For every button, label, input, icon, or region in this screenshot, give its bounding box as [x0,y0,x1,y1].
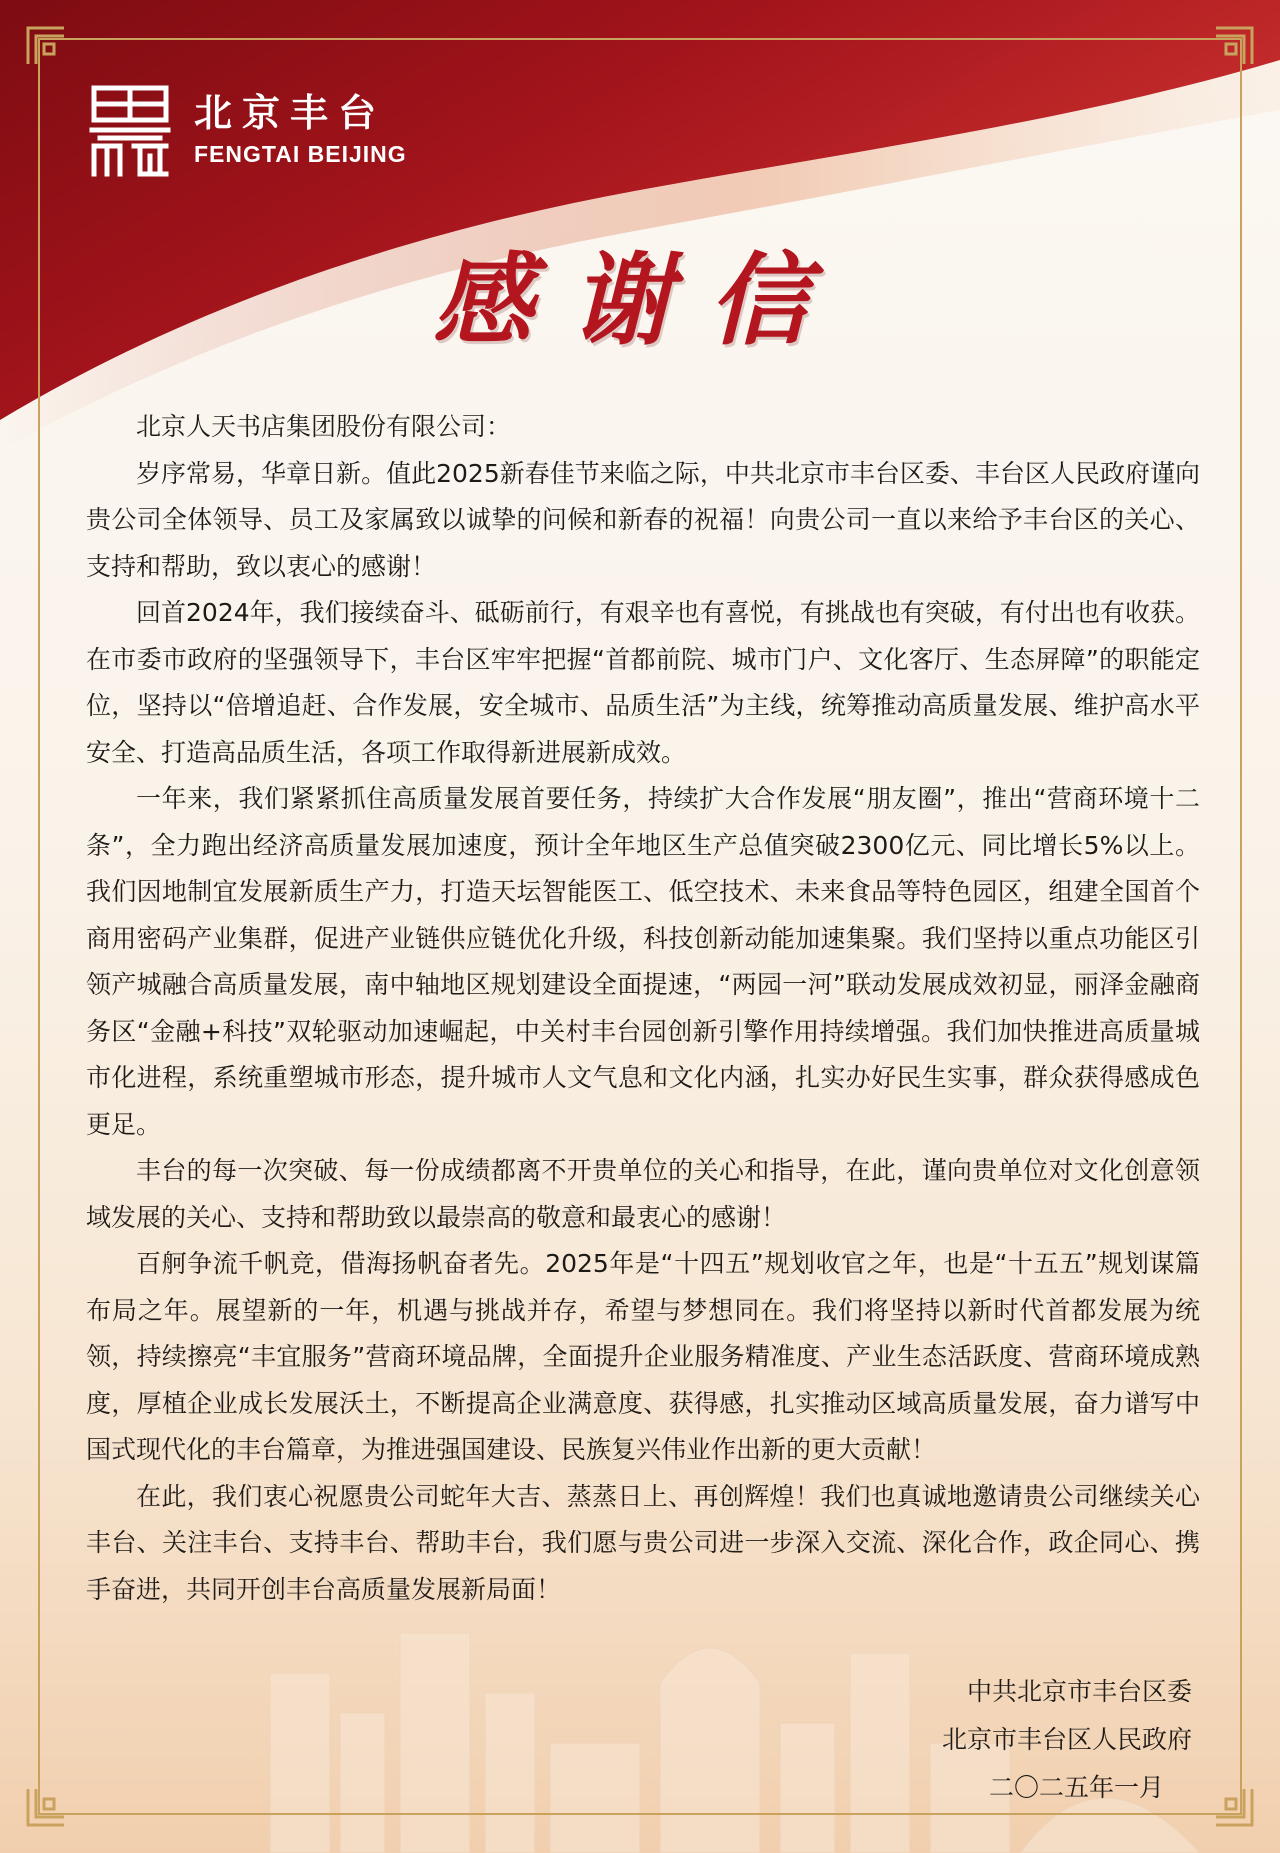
paragraph-4: 丰台的每一次突破、每一份成绩都离不开贵单位的关心和指导，在此，谨向贵单位对文化创意领域发展的关心、支持和帮助致以最崇高的敬意和最衷心的感谢！ [86,1156,1200,1232]
corner-ornament-icon [24,24,68,68]
paragraph-1: 岁序常易，华章日新。值此2025新春佳节来临之际，中共北京市丰台区委、丰台区人民政府谨向贵公司全体领导、员工及家属致以诚挚的问候和新春的祝福！向贵公司一直以来给予丰台区的关心、支持和帮助，致以衷心的感谢！ [86,458,1200,581]
signature-org-2: 北京市丰台区人民政府 [941,1725,1192,1754]
signature-date: 二〇二五年一月 [988,1773,1164,1802]
paragraph-2: 回首2024年，我们接续奋斗、砥砺前行，有艰辛也有喜悦，有挑战也有突破，有付出也有收获。在市委市政府的坚强领导下，丰台区牢牢把握“首都前院、城市门户、文化客厅、生态屏障”的职能定位，坚持以“倍增追赶、合作发展，安全城市、品质生活”为主线，统筹推动高质量发展、维护高水平安全、打造高品质生活，各项工作取得新进展新成效。 [86,598,1200,767]
paragraph-5: 百舸争流千帆竞，借海扬帆奋者先。2025年是“十四五”规划收官之年，也是“十五五”规划谋篇布局之年。展望新的一年，机遇与挑战并存，希望与梦想同在。我们将坚持以新时代首都发展为统领，持续擦亮“丰宜服务”营商环境品牌，全面提升企业服务精准度、产业生态活跃度、营商环境成熟度，厚植企业成长发展沃土，不断提高企业满意度、获得感，扎实推动区域高质量发展，奋力谱写中国式现代化的丰台篇章，为推进强国建设、民族复兴伟业作出新的更大贡献！ [86,1249,1200,1464]
salutation: 北京人天书店集团股份有限公司： [136,412,512,441]
corner-ornament-icon [1212,1785,1256,1829]
logo-name-en: FENGTAI BEIJING [194,141,407,167]
signature-org-1: 中共北京市丰台区委 [966,1677,1192,1706]
corner-ornament-icon [24,1785,68,1829]
letter-title: 感谢信 [433,241,847,359]
paragraph-6: 在此，我们衷心祝愿贵公司蛇年大吉、蒸蒸日上、再创辉煌！我们也真诚地邀请贵公司继续关心丰台、关注丰台、支持丰台、帮助丰台，我们愿与贵公司进一步深入交流、深化合作，政企同心、携手奋进，共同开创丰台高质量发展新局面！ [86,1481,1200,1604]
fengtai-seal-logo-icon [84,80,176,180]
paragraph-3: 一年来，我们紧紧抓住高质量发展首要任务，持续扩大合作发展“朋友圈”，推出“营商环境十二条”，全力跑出经济高质量发展加速度，预计全年地区生产总值突破2300亿元、同比增长5%以上。我们因地制宜发展新质生产力，打造天坛智能医工、低空技术、未来食品等特色园区，组建全国首个商用密码产业集群，促进产业链供应链优化升级，科技创新动能加速集聚。我们坚持以重点功能区引领产城融合高质量发展，南中轴地区规划建设全面提速，“两园一河”联动发展成效初显，丽泽金融商务区“金融+科技”双轮驱动加速崛起，中关村丰台园创新引擎作用持续增强。我们加快推进高质量城市化进程，系统重塑城市形态，提升城市人文气息和文化内涵，扎实办好民生实事，群众获得感成色更足。 [86,784,1200,1139]
fengtai-logo [84,80,407,180]
corner-ornament-icon [1212,24,1256,68]
letter-body [86,404,1200,1613]
logo-name-cn: 北京丰台 [194,91,387,135]
signature-block [892,1668,1192,1812]
